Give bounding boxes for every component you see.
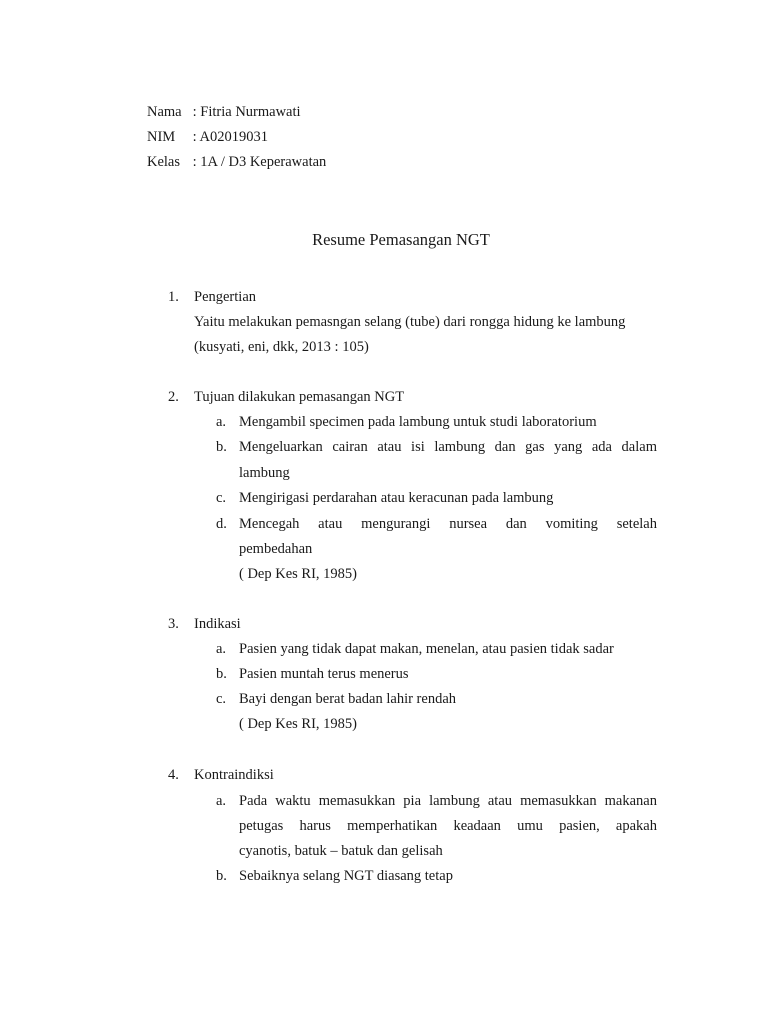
list-item-text: Bayi dengan berat badan lahir rendah bbox=[239, 691, 457, 707]
nim-value: : A02019031 bbox=[192, 129, 268, 145]
section-heading: Tujuan dilakukan pemasangan NGT bbox=[194, 389, 405, 405]
list-item-letter: b. bbox=[216, 666, 227, 682]
section-heading: Pengertian bbox=[194, 289, 257, 305]
list-item-text: Pasien muntah terus menerus bbox=[239, 666, 409, 682]
section-number: 1. bbox=[168, 289, 179, 305]
source-citation: ( Dep Kes RI, 1985) bbox=[239, 566, 357, 582]
document-title: Resume Pemasangan NGT bbox=[312, 230, 490, 249]
list-item-text-continued: lambung bbox=[239, 465, 290, 481]
nim-row bbox=[147, 127, 268, 147]
source-citation: ( Dep Kes RI, 1985) bbox=[239, 716, 357, 732]
list-item-text: Mencegah atau mengurangi nursea dan vomiting setelah bbox=[239, 516, 657, 532]
kelas-label: Kelas bbox=[147, 154, 181, 170]
list-item-letter: d. bbox=[216, 516, 227, 532]
section-text-line: (kusyati, eni, dkk, 2013 : 105) bbox=[194, 339, 369, 355]
list-item-letter: a. bbox=[216, 793, 227, 809]
nim-label: NIM bbox=[147, 129, 176, 145]
list-item-letter: b. bbox=[216, 868, 227, 884]
kelas-value: : 1A / D3 Keperawatan bbox=[192, 154, 327, 170]
list-item-letter: b. bbox=[216, 439, 227, 455]
list-item-letter: c. bbox=[216, 691, 227, 707]
list-item-text: Pasien yang tidak dapat makan, menelan, atau pasien tidak sadar bbox=[239, 641, 614, 657]
list-item-text-continued: cyanotis, batuk – batuk dan gelisah bbox=[239, 843, 443, 859]
list-item-text: Mengirigasi perdarahan atau keracunan pada lambung bbox=[239, 490, 554, 506]
section-heading: Kontraindiksi bbox=[194, 767, 274, 783]
section-number: 2. bbox=[168, 389, 179, 405]
list-item-letter: a. bbox=[216, 641, 227, 657]
list-item-text: Pada waktu memasukkan pia lambung atau memasukkan makanan bbox=[239, 793, 657, 809]
list-item-letter: a. bbox=[216, 414, 227, 430]
section-heading: Indikasi bbox=[194, 616, 241, 632]
list-item-text: Sebaiknya selang NGT diasang tetap bbox=[239, 868, 453, 884]
list-item-letter: c. bbox=[216, 490, 227, 506]
list-item-text: Mengambil specimen pada lambung untuk studi laboratorium bbox=[239, 414, 597, 430]
kelas-row bbox=[147, 152, 326, 172]
section-text-line: Yaitu melakukan pemasngan selang (tube) dari rongga hidung ke lambung bbox=[194, 314, 626, 330]
list-item-text: Mengeluarkan cairan atau isi lambung dan gas yang ada dalam bbox=[239, 439, 657, 455]
list-item-text-continued: petugas harus memperhatikan keadaan umu pasien, apakah bbox=[239, 818, 657, 834]
nama-label: Nama bbox=[147, 104, 182, 120]
section-number: 4. bbox=[168, 767, 179, 783]
section-number: 3. bbox=[168, 616, 179, 632]
nama-row bbox=[147, 102, 301, 122]
nama-value: : Fitria Nurmawati bbox=[192, 104, 301, 120]
list-item-text-continued: pembedahan bbox=[239, 541, 313, 557]
